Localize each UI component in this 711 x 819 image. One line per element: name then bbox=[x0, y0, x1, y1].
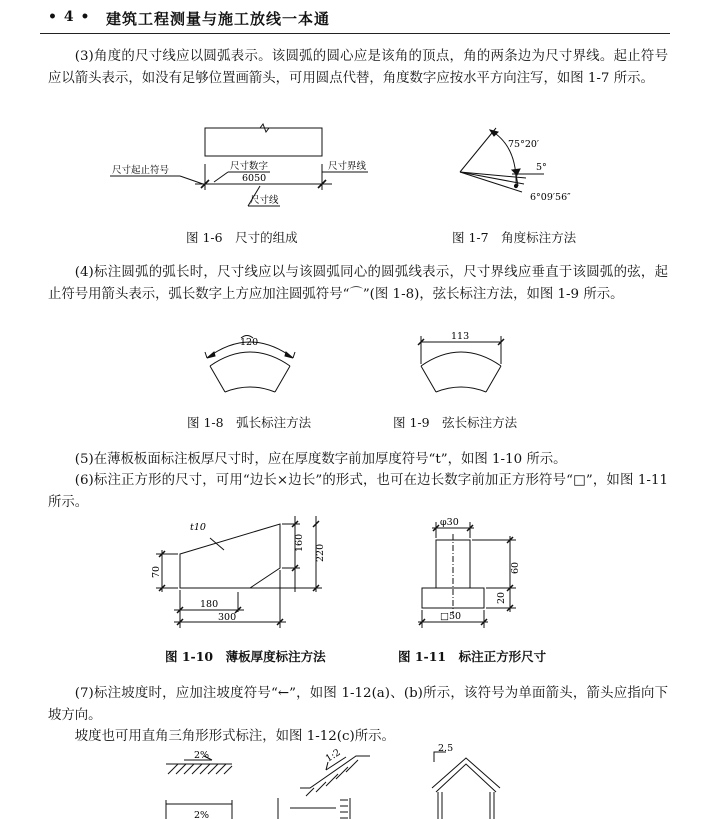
header-rule bbox=[40, 33, 670, 34]
fig-1-6-value: 6050 bbox=[242, 173, 267, 184]
fig-1-6-label-start: 尺寸起止符号 bbox=[112, 165, 170, 176]
fig-1-10-thickness: t10 bbox=[190, 522, 206, 533]
figure-1-9 bbox=[406, 328, 516, 398]
figure-1-8 bbox=[195, 328, 305, 398]
fig-1-11-bottom-label: □50 bbox=[440, 611, 462, 622]
fig-1-11-dim-60-label: 60 bbox=[510, 561, 521, 574]
caption-fig-1-9: 图 1-9 弦长标注方法 bbox=[393, 415, 518, 430]
page-header bbox=[40, 6, 670, 30]
figure-1-10 bbox=[150, 516, 330, 634]
fig-1-7-angle-2: 5° bbox=[536, 162, 547, 173]
fig-1-7-angle-1: 75°20′ bbox=[508, 139, 540, 150]
fig-1-12a-hatch bbox=[168, 764, 232, 774]
figure-1-6 bbox=[100, 120, 390, 220]
paragraph-4: (4)标注圆弧的弧长时，尺寸线应以与该圆弧同心的圆弧线表示，尺寸界线应垂直于该圆弧的弦，起止符号用箭头表示，弧长数字上方应加注圆弧符号“⌒”(图 1-8)，弦长标注方法，如图 1-9 所示。 bbox=[48, 265, 668, 302]
fig-1-12a-label: 2% bbox=[194, 750, 210, 761]
book-title: 建筑工程测量与施工放线一本通 bbox=[106, 10, 331, 28]
figure-1-12 bbox=[160, 743, 500, 819]
fig-1-6-leader-start-2 bbox=[180, 176, 203, 184]
fig-1-12b-label: 1:2 bbox=[323, 747, 343, 765]
fig-1-6-label-dim: 尺寸线 bbox=[250, 195, 279, 206]
fig-1-12b-hatch bbox=[306, 760, 358, 796]
fig-1-10-dim-160-label: 160 bbox=[294, 533, 305, 552]
fig-1-10-dim-300-label: 300 bbox=[218, 612, 237, 623]
fig-1-7-side-upper bbox=[460, 128, 496, 172]
fig-1-10-plate bbox=[180, 524, 280, 588]
fig-1-12c-roof bbox=[432, 758, 500, 788]
caption-fig-1-7: 图 1-7 角度标注方法 bbox=[452, 230, 577, 245]
paragraph-7: (7)标注坡度时，应加注坡度符号“←”，如图 1-12(a)、(b)所示，该符号为单面箭头，箭头应指向下坡方向。 bbox=[48, 686, 668, 723]
paragraph-8: 坡度也可用直角三角形形式标注，如图 1-12(c)所示。 bbox=[74, 729, 395, 744]
fig-1-6-label-number: 尺寸数字 bbox=[230, 161, 269, 172]
fig-1-9-value: 113 bbox=[451, 331, 470, 342]
fig-1-9-arc-top bbox=[421, 352, 501, 366]
fig-1-11-top-label: φ30 bbox=[440, 517, 459, 528]
fig-1-12a-label-2: 2% bbox=[194, 810, 210, 819]
page-number: • 4 • bbox=[48, 9, 91, 25]
fig-1-8-value: 120 bbox=[240, 337, 259, 348]
fig-1-6-label-ext: 尺寸界线 bbox=[328, 161, 367, 172]
figure-1-11 bbox=[412, 516, 532, 634]
caption-fig-1-11: 图 1-11 标注正方形尺寸 bbox=[398, 649, 547, 664]
caption-fig-1-6: 图 1-6 尺寸的组成 bbox=[186, 230, 298, 245]
fig-1-10-dim-70-label: 70 bbox=[151, 565, 162, 578]
fig-1-7-angle-3: 6°09′56″ bbox=[530, 192, 571, 203]
fig-1-11-dim-20-label: 20 bbox=[496, 591, 507, 604]
fig-1-8-arc-bottom bbox=[225, 387, 275, 392]
figure-1-7 bbox=[450, 120, 600, 220]
fig-1-12c-label: 2.5 bbox=[438, 743, 454, 754]
fig-1-6-object bbox=[205, 128, 322, 156]
paragraph-5: (5)在薄板板面标注板厚尺寸时，应在厚度数字前加厚度符号“t”，如图 1-10 所示。 bbox=[74, 452, 567, 467]
fig-1-8-arc-top bbox=[210, 352, 290, 366]
caption-fig-1-10: 图 1-10 薄板厚度标注方法 bbox=[165, 649, 326, 664]
caption-fig-1-8: 图 1-8 弧长标注方法 bbox=[187, 415, 312, 430]
paragraph-3: (3)角度的尺寸线应以圆弧表示。该圆弧的圆心应是该角的顶点，角的两条边为尺寸界线。起止符号应以箭头表示，如没有足够位置画箭头，可用圆点代替，角度数字应按水平方向注写，如图 1-7 所示。 bbox=[48, 49, 668, 86]
fig-1-10-dim-220-label: 220 bbox=[315, 543, 326, 562]
fig-1-9-arc-bottom bbox=[436, 387, 486, 392]
fig-1-10-dim-180-label: 180 bbox=[200, 599, 219, 610]
paragraph-6: (6)标注正方形的尺寸，可用“边长×边长”的形式，也可在边长数字前加正方形符号“□”，如图 1-11 所示。 bbox=[48, 473, 668, 510]
